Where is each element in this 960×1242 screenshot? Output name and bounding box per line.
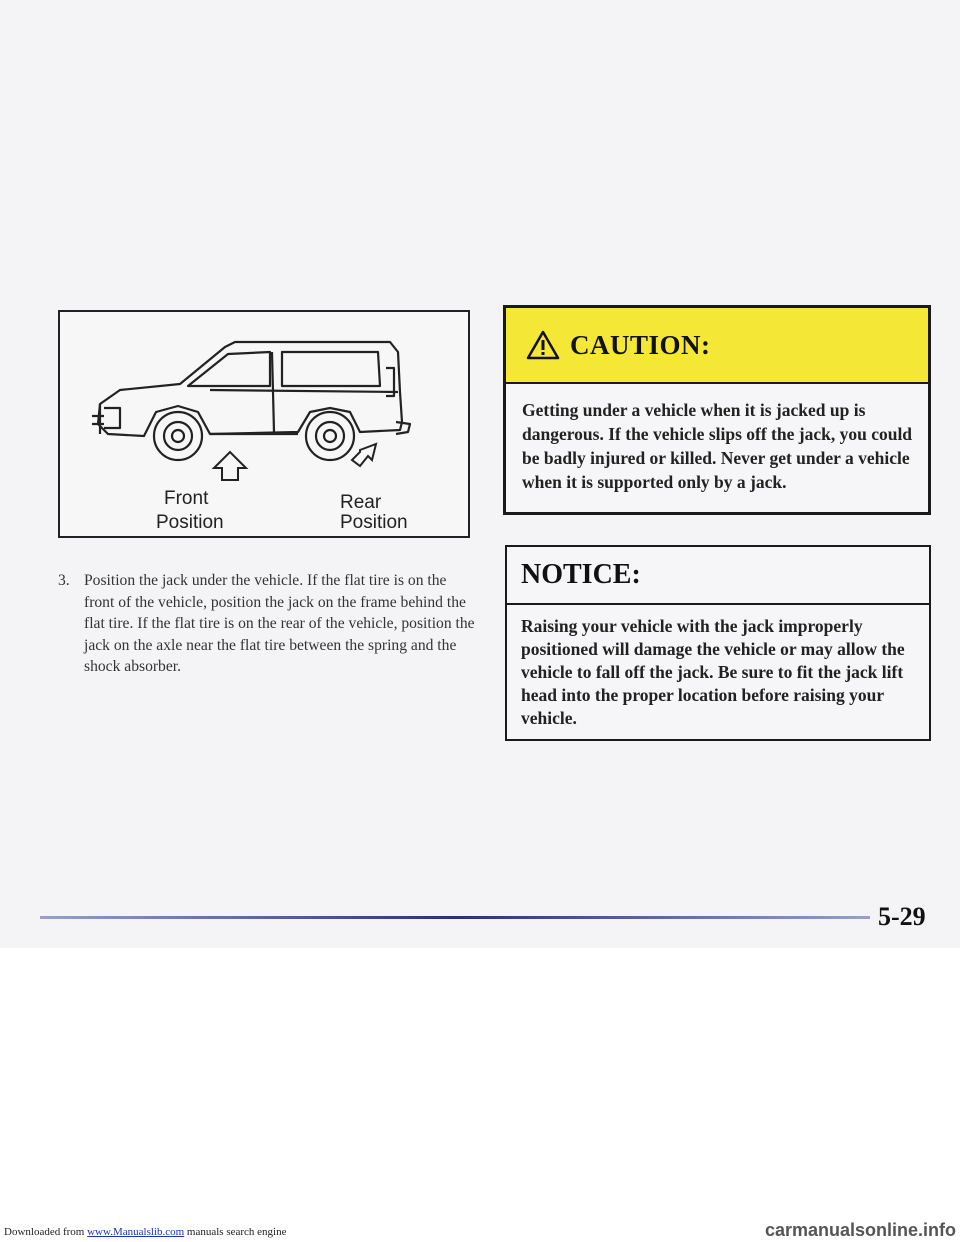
caution-header <box>506 308 928 384</box>
manualslib-link[interactable]: www.Manualslib.com <box>87 1226 185 1238</box>
vehicle-illustration <box>60 312 468 536</box>
notice-text: Raising your vehicle with the jack improperly positioned will damage the vehicle or may allow the vehicle to fall off the jack. Be sure to fit the jack lift head into the proper location before raising your vehicle. <box>521 616 905 728</box>
front-arrow-icon <box>214 452 246 480</box>
footer-rule <box>40 916 870 919</box>
warning-triangle-icon <box>526 330 560 360</box>
front-label-line2: Position <box>156 512 224 533</box>
watermark: carmanualsonline.info <box>764 1220 956 1240</box>
notice-box <box>505 545 931 741</box>
rear-label-line1: Rear <box>340 492 382 513</box>
header-prefix: Downloaded from <box>4 1226 88 1238</box>
step-text: Position the jack under the vehicle. If the flat tire is on the front of the vehicle, position the jack on the frame behind the flat tire. If the flat tire is on the rear of the vehicle, position the jack on the axle near the flat tire between the spring and the shock absorber. <box>84 572 475 675</box>
rear-arrow-icon <box>352 444 376 466</box>
rear-label-line2: Position <box>340 512 408 533</box>
caution-box <box>503 305 931 515</box>
page-number: 5-29 <box>878 902 926 931</box>
step-number: 3. <box>58 572 70 589</box>
caution-title: CAUTION: <box>570 329 711 360</box>
jacking-position-figure <box>58 310 470 538</box>
step-3 <box>58 570 478 678</box>
download-header <box>4 1226 286 1238</box>
notice-title: NOTICE: <box>521 559 641 590</box>
front-label-line1: Front <box>164 488 209 509</box>
caution-text: Getting under a vehicle when it is jacked up is dangerous. If the vehicle slips off the jack, you could be badly injured or killed. Never get under a vehicle when it is supported only by a jack. <box>522 400 913 492</box>
header-suffix: manuals search engine <box>184 1226 287 1238</box>
notice-header <box>507 547 929 605</box>
